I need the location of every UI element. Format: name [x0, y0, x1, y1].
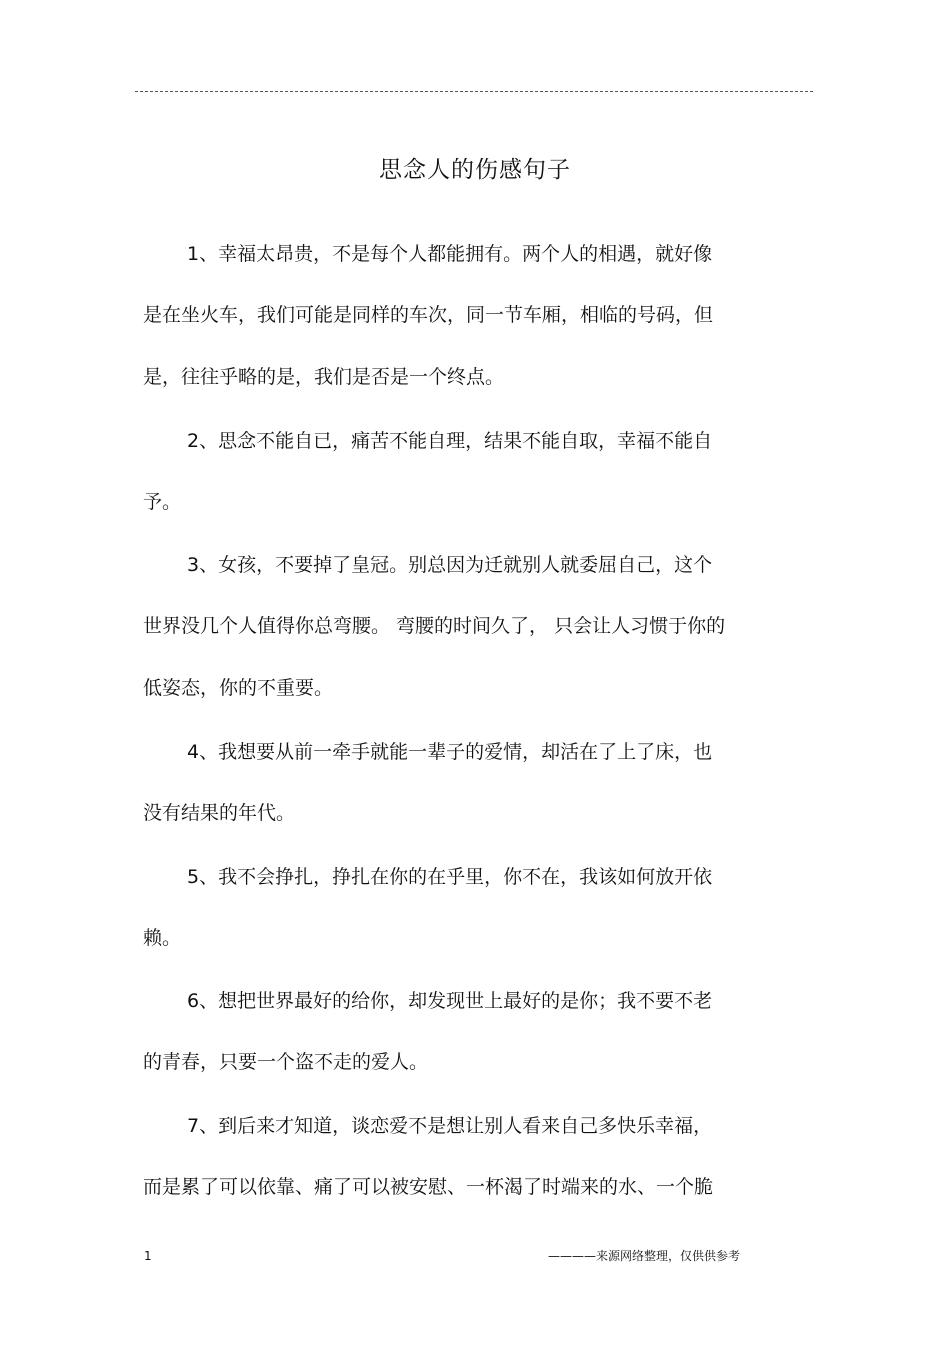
paragraph-1-line-2: 是在坐火车，我们可能是同样的车次，同一节车厢，相临的号码，但: [143, 304, 714, 326]
source-note: ————来源网络整理，仅供供参考: [548, 1249, 741, 1263]
paragraph-2-line-1: 2、思念不能自已，痛苦不能自理，结果不能自取，幸福不能自: [187, 430, 713, 452]
paragraph-5-line-2: 赖。: [143, 927, 182, 949]
paragraph-3-line-2: 世界没几个人值得你总弯腰。 弯腰的时间久了， 只会让人习惯于你的: [143, 615, 726, 637]
paragraph-5-line-1: 5、我不会挣扎，挣扎在你的在乎里，你不在，我该如何放开依: [187, 866, 713, 888]
page-number: 1: [144, 1249, 152, 1263]
paragraph-6-line-2: 的青春，只要一个盗不走的爱人。: [143, 1051, 429, 1073]
paragraph-2-line-2: 予。: [143, 491, 182, 513]
paragraph-1-line-3: 是，往往乎略的是，我们是否是一个终点。: [143, 366, 505, 388]
paragraph-4-line-1: 4、我想要从前一牵手就能一辈子的爱情，却活在了上了床，也: [187, 741, 713, 763]
paragraph-7-line-1: 7、到后来才知道，谈恋爱不是想让别人看来自己多快乐幸福，: [187, 1115, 713, 1137]
paragraph-3-line-1: 3、女孩，不要掉了皇冠。别总因为迁就别人就委屈自己，这个: [187, 554, 713, 576]
paragraph-4-line-2: 没有结果的年代。: [143, 802, 296, 824]
document-title: 思念人的伤感句子: [379, 157, 571, 183]
paragraph-3-line-3: 低姿态，你的不重要。: [143, 677, 334, 699]
paragraph-1-line-1: 1、幸福太昂贵，不是每个人都能拥有。两个人的相遇，就好像: [187, 243, 713, 265]
paragraph-7-line-2: 而是累了可以依靠、痛了可以被安慰、一杯渴了时端来的水、一个脆: [143, 1176, 714, 1198]
header-dashed-rule: [135, 91, 813, 92]
paragraph-6-line-1: 6、想把世界最好的给你，却发现世上最好的是你；我不要不老: [187, 990, 713, 1012]
